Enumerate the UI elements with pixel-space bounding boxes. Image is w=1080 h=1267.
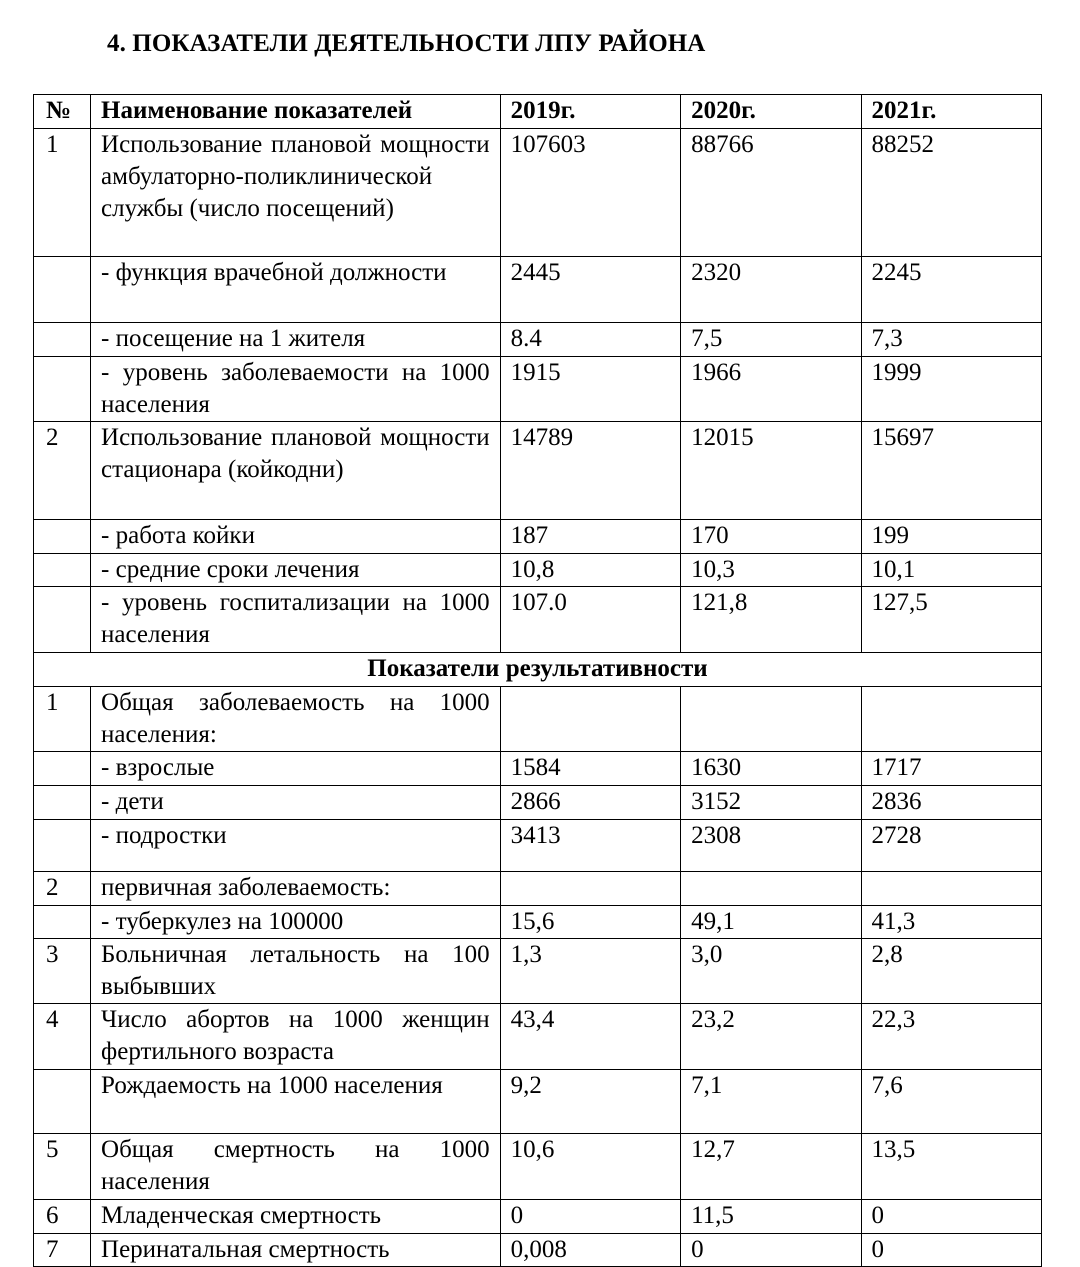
- value-2020: 3152: [681, 786, 861, 820]
- table-row: [34, 820, 1042, 872]
- row-num: [34, 520, 91, 554]
- row-name: - уровень госпитализации на 1000 населения: [91, 587, 501, 653]
- row-name: Больничная летальность на 100 выбывших: [91, 939, 501, 1004]
- value-2020: 1630: [681, 752, 861, 786]
- value-2020: 2308: [681, 820, 861, 872]
- table-row: [34, 872, 1042, 906]
- header-2021: 2021г.: [861, 95, 1041, 129]
- table-row: [34, 554, 1042, 587]
- value-2019: [500, 872, 680, 906]
- row-name: - дети: [91, 786, 501, 820]
- row-name: Число абортов на 1000 женщин фертильного возраста: [91, 1004, 501, 1070]
- value-2019: 107603: [500, 129, 680, 257]
- row-num: [34, 906, 91, 939]
- value-2019: 1,3: [500, 939, 680, 1004]
- row-num: 4: [34, 1004, 91, 1070]
- value-2020: [681, 872, 861, 906]
- table-row: [34, 257, 1042, 323]
- row-num: [34, 587, 91, 653]
- table-row: [34, 422, 1042, 520]
- row-num: [34, 820, 91, 872]
- row-num: 5: [34, 1134, 91, 1200]
- value-2020: [681, 687, 861, 752]
- value-2020: 12,7: [681, 1134, 861, 1200]
- value-2021: 2245: [861, 257, 1041, 323]
- value-2019: 187: [500, 520, 680, 554]
- page-title: 4. ПОКАЗАТЕЛИ ДЕЯТЕЛЬНОСТИ ЛПУ РАЙОНА: [107, 30, 706, 57]
- value-2021: 41,3: [861, 906, 1041, 939]
- value-2021: 1999: [861, 357, 1041, 422]
- value-2019: 107.0: [500, 587, 680, 653]
- row-name: - взрослые: [91, 752, 501, 786]
- value-2020: 12015: [681, 422, 861, 520]
- value-2020: 49,1: [681, 906, 861, 939]
- row-name: - подростки: [91, 820, 501, 872]
- value-2021: 13,5: [861, 1134, 1041, 1200]
- row-name: - средние сроки лечения: [91, 554, 501, 587]
- indicators-table: [33, 94, 1042, 1267]
- value-2021: [861, 687, 1041, 752]
- row-name: - туберкулез на 100000: [91, 906, 501, 939]
- header-num: №: [34, 95, 91, 129]
- value-2020: 7,5: [681, 323, 861, 357]
- value-2020: 7,1: [681, 1070, 861, 1134]
- row-num: [34, 257, 91, 323]
- value-2021: 10,1: [861, 554, 1041, 587]
- table-row: [34, 752, 1042, 786]
- value-2019: 2445: [500, 257, 680, 323]
- value-2021: 7,6: [861, 1070, 1041, 1134]
- table-row: [34, 520, 1042, 554]
- table-row: [34, 323, 1042, 357]
- value-2019: 9,2: [500, 1070, 680, 1134]
- row-name: Использование плановой мощности амбулаторно-поликлинической службы (число посещений): [91, 129, 501, 257]
- row-num: [34, 1070, 91, 1134]
- row-name: Перинатальная смертность: [91, 1234, 501, 1267]
- table-row: [34, 357, 1042, 422]
- value-2021: 127,5: [861, 587, 1041, 653]
- table-row: [34, 1200, 1042, 1234]
- value-2019: 2866: [500, 786, 680, 820]
- row-name: Общая смертность на 1000 населения: [91, 1134, 501, 1200]
- row-num: 6: [34, 1200, 91, 1234]
- value-2019: 15,6: [500, 906, 680, 939]
- table-row: [34, 687, 1042, 752]
- row-num: 2: [34, 872, 91, 906]
- row-num: 1: [34, 129, 91, 257]
- row-name: - посещение на 1 жителя: [91, 323, 501, 357]
- table-row: [34, 1134, 1042, 1200]
- value-2019: 43,4: [500, 1004, 680, 1070]
- row-num: 3: [34, 939, 91, 1004]
- value-2019: 1915: [500, 357, 680, 422]
- value-2020: 11,5: [681, 1200, 861, 1234]
- value-2021: 7,3: [861, 323, 1041, 357]
- table-row: [34, 129, 1042, 257]
- value-2021: 2,8: [861, 939, 1041, 1004]
- value-2019: 0: [500, 1200, 680, 1234]
- value-2019: 8.4: [500, 323, 680, 357]
- value-2020: 3,0: [681, 939, 861, 1004]
- row-num: [34, 554, 91, 587]
- value-2019: 10,6: [500, 1134, 680, 1200]
- row-name: Общая заболеваемость на 1000 населения:: [91, 687, 501, 752]
- row-name: - уровень заболеваемости на 1000 населения: [91, 357, 501, 422]
- value-2021: 2728: [861, 820, 1041, 872]
- value-2020: 10,3: [681, 554, 861, 587]
- row-num: 2: [34, 422, 91, 520]
- value-2019: 3413: [500, 820, 680, 872]
- value-2020: 0: [681, 1234, 861, 1267]
- table-row: [34, 587, 1042, 653]
- table-row: [34, 1004, 1042, 1070]
- value-2019: [500, 687, 680, 752]
- row-name: - работа койки: [91, 520, 501, 554]
- row-num: 1: [34, 687, 91, 752]
- header-2019: 2019г.: [500, 95, 680, 129]
- value-2021: 2836: [861, 786, 1041, 820]
- value-2021: [861, 872, 1041, 906]
- value-2019: 10,8: [500, 554, 680, 587]
- table-row: [34, 786, 1042, 820]
- table-row: [34, 906, 1042, 939]
- header-name: Наименование показателей: [91, 95, 501, 129]
- value-2021: 0: [861, 1200, 1041, 1234]
- table-header: [34, 95, 1042, 129]
- section-title: Показатели результативности: [34, 653, 1042, 687]
- row-num: [34, 786, 91, 820]
- row-num: 7: [34, 1234, 91, 1267]
- value-2021: 15697: [861, 422, 1041, 520]
- value-2019: 1584: [500, 752, 680, 786]
- row-name: Младенческая смертность: [91, 1200, 501, 1234]
- table-row: [34, 1070, 1042, 1134]
- value-2020: 23,2: [681, 1004, 861, 1070]
- row-num: [34, 752, 91, 786]
- value-2020: 121,8: [681, 587, 861, 653]
- row-name: первичная заболеваемость:: [91, 872, 501, 906]
- value-2021: 88252: [861, 129, 1041, 257]
- header-2020: 2020г.: [681, 95, 861, 129]
- value-2020: 1966: [681, 357, 861, 422]
- section-row: [34, 653, 1042, 687]
- row-name: - функция врачебной должности: [91, 257, 501, 323]
- row-num: [34, 357, 91, 422]
- value-2020: 2320: [681, 257, 861, 323]
- value-2019: 14789: [500, 422, 680, 520]
- table-row: [34, 939, 1042, 1004]
- row-name: Рождаемость на 1000 населения: [91, 1070, 501, 1134]
- value-2021: 22,3: [861, 1004, 1041, 1070]
- value-2020: 88766: [681, 129, 861, 257]
- row-num: [34, 323, 91, 357]
- row-name: Использование плановой мощности стационара (койкодни): [91, 422, 501, 520]
- value-2021: 1717: [861, 752, 1041, 786]
- value-2019: 0,008: [500, 1234, 680, 1267]
- value-2021: 199: [861, 520, 1041, 554]
- table-row: [34, 1234, 1042, 1267]
- value-2021: 0: [861, 1234, 1041, 1267]
- value-2020: 170: [681, 520, 861, 554]
